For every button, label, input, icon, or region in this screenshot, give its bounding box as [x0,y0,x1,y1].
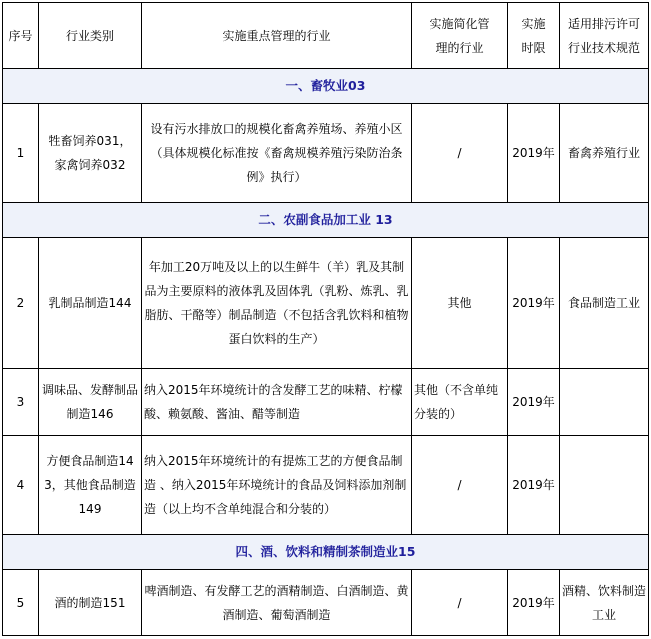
cell-tech-spec [560,369,649,436]
cell-tech-spec [560,436,649,535]
cell-key-mgmt: 啤酒制造、有发酵工艺的酒精制造、白酒制造、黄酒制造、葡萄酒制造 [142,570,412,636]
cell-deadline: 2019年 [508,104,560,203]
cell-deadline: 2019年 [508,436,560,535]
cell-industry: 乳制品制造144 [39,238,142,369]
cell-key-mgmt: 年加工20万吨及以上的以生鲜牛（羊）乳及其制品为主要原料的液体乳及固体乳（乳粉、炼乳、乳脂肪、干酪等）制品制造（不包括含乳饮料和植物蛋白饮料的生产） [142,238,412,369]
section-row [3,535,649,570]
cell-simplified-mgmt: / [412,436,508,535]
cell-seq: 3 [3,369,39,436]
table-row [3,369,649,436]
cell-industry: 调味品、发酵制品制造146 [39,369,142,436]
cell-seq: 4 [3,436,39,535]
cell-simplified-mgmt: / [412,104,508,203]
cell-seq: 5 [3,570,39,636]
cell-deadline: 2019年 [508,369,560,436]
header-row [3,3,649,69]
cell-simplified-mgmt: / [412,570,508,636]
table-row [3,436,649,535]
cell-industry: 酒的制造151 [39,570,142,636]
cell-seq: 2 [3,238,39,369]
section-row [3,203,649,238]
header-seq: 序号 [3,3,39,69]
cell-industry: 牲畜饲养031，家禽饲养032 [39,104,142,203]
section-title: 一、畜牧业03 [3,69,649,104]
permit-table [2,2,649,636]
header-industry: 行业类别 [39,3,142,69]
table-row [3,238,649,369]
cell-industry: 方便食品制造143，其他食品制造149 [39,436,142,535]
cell-tech-spec: 酒精、饮料制造工业 [560,570,649,636]
cell-tech-spec: 食品制造工业 [560,238,649,369]
header-key-mgmt: 实施重点管理的行业 [142,3,412,69]
section-row [3,69,649,104]
section-title: 四、酒、饮料和精制茶制造业15 [3,535,649,570]
table-row [3,104,649,203]
cell-deadline: 2019年 [508,570,560,636]
cell-key-mgmt: 纳入2015年环境统计的有提炼工艺的方便食品制造 、纳入2015年环境统计的食品及饲料添加剂制造（以上均不含单纯混合和分装的） [142,436,412,535]
cell-seq: 1 [3,104,39,203]
header-deadline: 实施时限 [508,3,560,69]
header-tech-spec: 适用排污许可行业技术规范 [560,3,649,69]
cell-simplified-mgmt: 其他（不含单纯分装的） [412,369,508,436]
cell-key-mgmt: 纳入2015年环境统计的含发酵工艺的味精、柠檬酸、赖氨酸、酱油、醋等制造 [142,369,412,436]
section-title: 二、农副食品加工业 13 [3,203,649,238]
cell-tech-spec: 畜禽养殖行业 [560,104,649,203]
header-simplified-mgmt: 实施简化管理的行业 [412,3,508,69]
cell-simplified-mgmt: 其他 [412,238,508,369]
table-row [3,570,649,636]
cell-deadline: 2019年 [508,238,560,369]
cell-key-mgmt: 设有污水排放口的规模化畜禽养殖场、养殖小区（具体规模化标准按《畜禽规模养殖污染防治条例》执行） [142,104,412,203]
